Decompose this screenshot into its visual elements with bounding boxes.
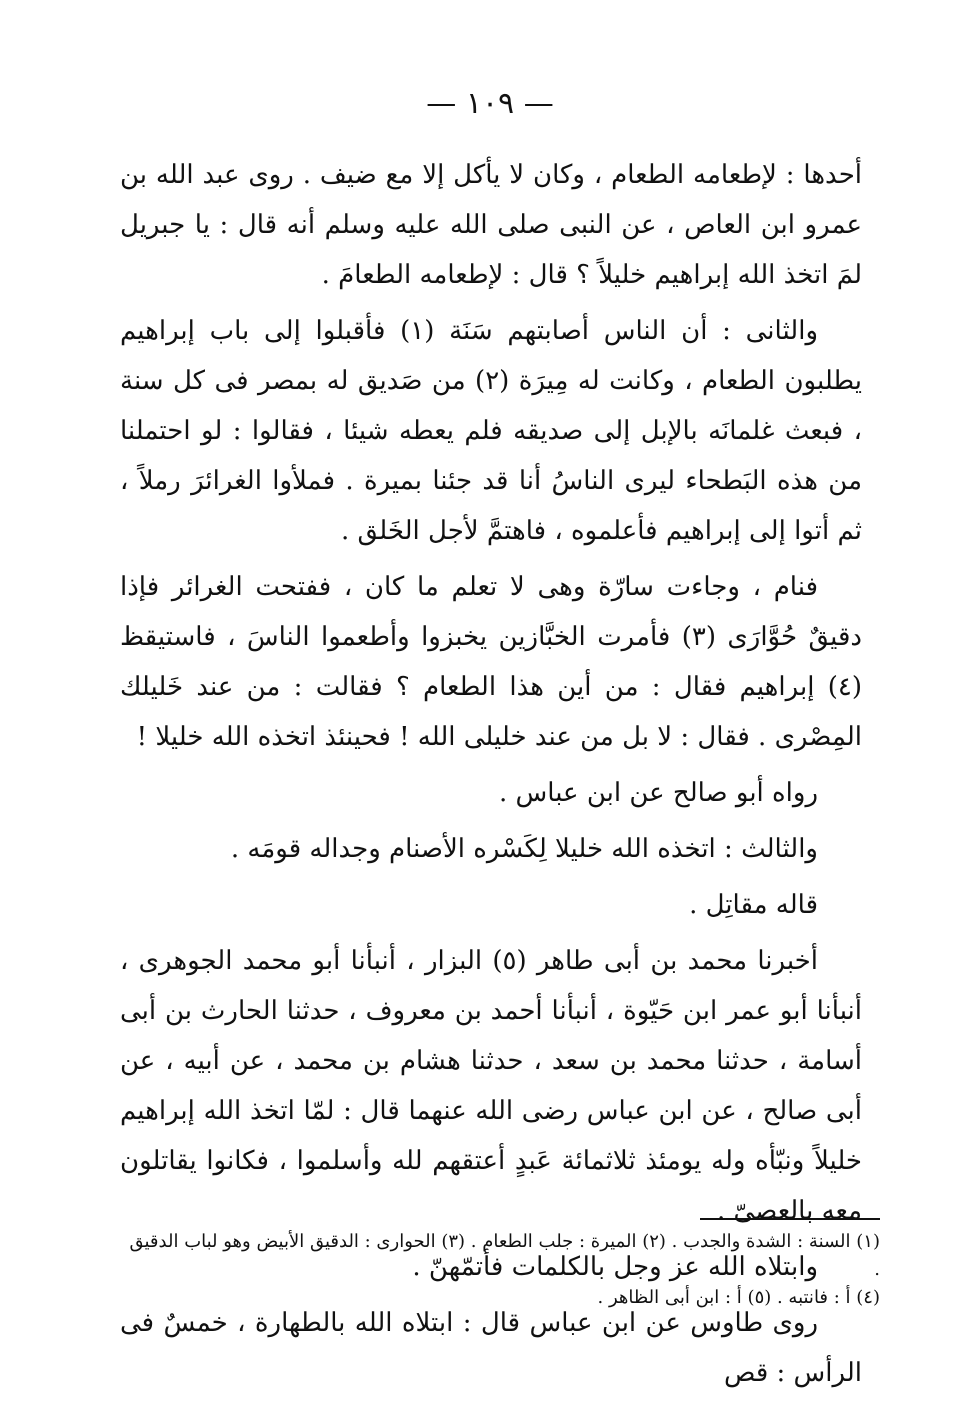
- paragraph-1: أحدها : لإطعامه الطعام ، وكان لا يأكل إلا مع ضيف . روى عبد الله بن عمرو ابن العاص ، عن النبى صلى الله عليه وسلم أنه قال : يا جبريل لمَ اتخذ الله إبراهيم خليلاً ؟ قال : لإطعامه الطعامَ .: [120, 160, 862, 290]
- paragraph-7: أخبرنا محمد بن أبى طاهر (٥) البزار ، أنبأنا أبو محمد الجوهرى ، أنبأنا أبو عمر ابن حَيّوة ، أنبأنا أحمد بن معروف ، حدثنا الحارث بن أبى أسامة ، حدثنا محمد بن سعد ، حدثنا هشام بن محمد ، عن أبيه ، عن أبى صالح ، عن ابن عباس رضى الله عنهما قال : لمّا اتخذ الله إبراهيم خليلاً ونبّأه وله يومئذ ثلاثمائة عَبدٍ أعتقهم لله وأسلموا ، فكانوا يقاتلون معه بالعصىّ .: [120, 946, 863, 1226]
- paragraph-5: والثالث : اتخذه الله خليلا لِكَسْره الأصنام وجداله قومَه .: [230, 834, 818, 864]
- page-number: — ١٠٩ —: [426, 86, 554, 121]
- paragraph-4: رواه أبو صالح عن ابن عباس .: [499, 778, 818, 808]
- footnote-divider: [700, 1218, 880, 1220]
- paragraph-6: قاله مقاتِل .: [689, 890, 818, 920]
- paragraph-2: والثانى : أن الناس أصابتهم سَنَة (١) فأقبلوا إلى باب إبراهيم يطلبون الطعام ، وكانت له مِيرَة (٢) من صَديق له بمصر فى كل سنة ، فبعث غلمانَه بالإبل إلى صديقه فلم يعطه شيئا ، فقالوا : لو احتملنا من هذه البَطحاء ليرى الناسُ أنا قد جئنا بميرة . فملأوا الغرائرَ رملاً ، ثم أتوا إلى إبراهيم فأعلموه ، فاهتمَّ لأجل الخَلق .: [120, 316, 862, 546]
- paragraph-3: فنام ، وجاءت سارّة وهى لا تعلم ما كان ، ففتحت الغرائر فإذا دقيقٌ حُوَّارَى (٣) فأمرت الخبَّازين يخبزوا وأطعموا الناسَ ، فاستيقظ (٤) إبراهيم فقال : من أين هذا الطعام ؟ فقالت : من عند خَليلك المِصْرى . فقال : لا بل من عند خليلى الله ! فحينئذ اتخذه الله خليلا !: [120, 572, 862, 752]
- body-text: [120, 150, 862, 1404]
- footnotes: [120, 1228, 880, 1312]
- footnote-line-1: (١) السنة : الشدة والجدب . (٢) الميرة : جلب الطعام . (٣) الحوارى : الدقيق الأبيض وهو لباب الدقيق .: [129, 1231, 880, 1280]
- footnote-line-2: (٤) أ : فانتبه . (٥) أ : ابن أبى الظاهر .: [597, 1287, 880, 1308]
- paragraph-8: وابتلاه الله عز وجل بالكلمات فأتمّهنّ .: [412, 1252, 818, 1282]
- paragraph-9: روى طاوس عن ابن عباس قال : ابتلاه الله بالطهارة ، خمسٌ فى الرأس : قص: [120, 1308, 862, 1388]
